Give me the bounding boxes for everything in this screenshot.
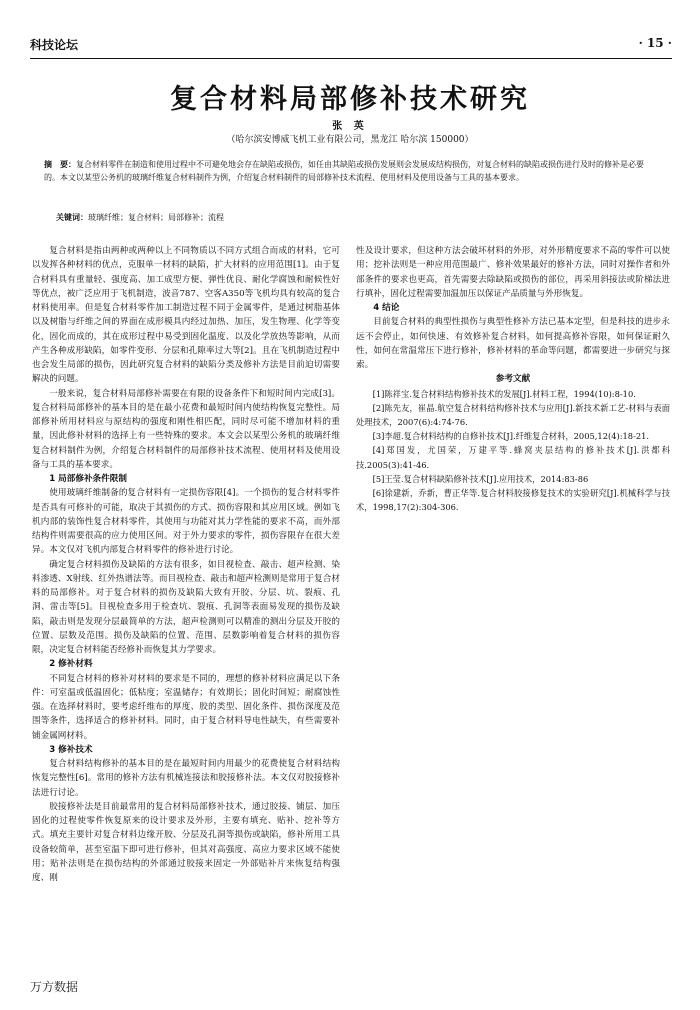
- paper-title: 复合材料局部修补技术研究: [170, 84, 530, 115]
- paragraph: 胶接修补法是目前最常用的复合材料局部修补技术，通过胶接、铺层、加压固化的过程使零件恢复原来的设计要求及外形，主要有填充、贴补、挖补等方式。填充主要针对复合材料边缘开胶、分层及孔洞等损伤或缺陷，修补所用工具设备较简单，甚至室温下即可进行修补，但其对高强度、高应力要求区域不能使用；贴补法则是在损伤结构的外部通过胶接来固定一外部贴补片来恢复结构强度、刚: [32, 801, 340, 883]
- paragraph: 目前复合材料的典型性损伤与典型性修补方法已基本定型，但是科技的进步永远不会停止，如何快速、有效修补复合材料，如何提高修补容限，如何保证耐久性，如何在常温常压下进行修补，修补材料的革命等问题，都需要进一步研究与探索。: [356, 317, 670, 370]
- paragraph: 使用玻璃纤维制备的复合材料有一定损伤容限[4]。一个损伤的复合材料零件是否具有可修补的可能，取决于其损伤的方式、损伤容限和其应用区域。例如飞机内部的装饰性复合材料零件，其使用与功能对其力学性能的要求不高，而外部结构件则需要很高的应力使用区间。对于外力要求的零件，损伤容限存在很大差异。本文仅对飞机内部复合材料零件的修补进行讨论。: [32, 488, 340, 556]
- header-rule: [30, 58, 672, 59]
- reference-item: [4]郑国发，尤国荣，万建平等.蜂窝夹层结构的修补技术[J].洪都科技.2005(3):41-46.: [356, 445, 670, 470]
- paragraph: 复合材料是指由两种或两种以上不同物质以不同方式组合而成的材料，它可以发挥各种材料的优点，克服单一材料的缺陷，扩大材料的应用范围[1]。由于复合材料具有重量轻、强度高、加工成型方便、弹性优良、耐化学腐蚀和耐候性好等优点，被广泛应用于飞机制造，波音787、空客A350等飞机均具有较高的复合材料使用率。但是复合材料零件加工制造过程不同于金属零件，是通过树脂基体以及树脂与纤维之间的界面在成形模具内经过加热、加压，发生物理、化学等变化，固化而成的，其在成形过程中易受到固化温度、以及化学放热等影响，从而产生各种成形缺陷，如零件变形、分层和孔隙率过大等[2]。且在飞机制造过程中也会发生局部的损伤，因此研究复合材料的缺陷分类及修补方法是目前迫切需要解决的问题。: [32, 246, 340, 385]
- footer-source: 万方数据: [30, 980, 79, 994]
- paragraph: 复合材料结构修补的基本目的是在最短时间内用最少的花费使复合材料结构恢复完整性[6]。常用的修补方法有机械连接法和胶接修补法。本文仅对胶接修补法进行讨论。: [32, 759, 340, 798]
- reference-item: [1]陈祥宝.复合材料结构修补技术的发展[J].材料工程，1994(10):8-10.: [372, 388, 636, 399]
- keywords: [56, 212, 658, 223]
- section-heading: 1 局部修补条件限制: [49, 474, 127, 484]
- page-header: [30, 36, 672, 56]
- reference-item: [2]陈先友，崔晶.航空复合材料结构修补技术与应用[J].新技术新工艺-材料与表面处理技术，2007(6):4:74-76.: [356, 402, 670, 427]
- keywords-label: 关键词：: [56, 213, 88, 222]
- author: 张 英: [332, 121, 368, 132]
- reference-item: [6]徐建新，乔新，曹正华等.复合材料胶接修复技术的实验研究[J].机械科学与技术，1998,17(2):304-306.: [356, 487, 670, 513]
- abstract-text: 复合材料零件在制造和使用过程中不可避免地会存在缺陷或损伤，如任由其缺陷或损伤发展则会发展成结构损伤，对复合材料的缺陷或损伤进行及时的修补是必要的。本文以某型公务机的玻璃纤维复合材料制件为例，介绍复合材料制件的局部修补技术流程、使用材料及使用设备与工具的基本要求。: [44, 160, 644, 182]
- references-heading: 参考文献: [495, 374, 531, 385]
- abstract-label: 摘 要：: [44, 160, 76, 169]
- paragraph: 不同复合材料的修补对材料的要求是不同的，理想的修补材料应满足以下条件：可室温或低温固化；低粘度；室温储存；有效期长；固化时间短；耐腐蚀性强。在选择材料时，要考虑纤维布的厚度、胶的类型、固化条件、损伤深度及范围等条件，选择适合的修补材料。同时，由于复合材料导电性缺失，有些需要补铺金属网材料。: [32, 673, 340, 741]
- paragraph: 一般来说，复合材料局部修补需要在有限的设备条件下和短时间内完成[3]。复合材料局部修补的基本目的是在最小花费和最短时间内使结构恢复完整性。局部修补所用材料应与原结构的强度和刚性相匹配，同时尽可能不增加材料的重量，因此修补材料的选择上有一些特殊的要求。本文会以某型公务机的玻璃纤维复合材料制件为例，介绍复合材料制件的局部修补技术流程、使用材料及使用设备与工具的基本要求。: [32, 388, 340, 470]
- journal-name: 科技论坛: [30, 38, 79, 52]
- section-heading: 3 修补技术: [49, 744, 93, 755]
- paragraph: 性及设计要求，但这种方法会破坏材料的外形，对外形精度要求不高的零件可以使用；挖补法则是一种应用范围最广、修补效果最好的修补方法，同时对操作者和外部条件的要求也更高，首先需要去除缺陷或损伤的部位，再采用斜接法或阶梯法进行填补，固化过程需要加温加压以保证产品质量与外形恢复。: [356, 246, 670, 299]
- section-heading: 2 修补材料: [49, 659, 93, 670]
- page-number: · 15 ·: [638, 36, 672, 50]
- affiliation: （哈尔滨安博威飞机工业有限公司，黑龙江 哈尔滨 150000）: [226, 135, 474, 145]
- body-right-column: [356, 244, 670, 574]
- reference-item: [5]王莹.复合材料缺陷修补技术[J].应用技术，2014:83-86: [372, 473, 589, 484]
- keywords-text: 玻璃纤维；复合材料；局部修补；流程: [88, 213, 224, 222]
- body-left-column: [32, 244, 340, 959]
- abstract: [44, 158, 658, 184]
- section-heading: 4 结论: [373, 303, 400, 313]
- paragraph: 确定复合材料损伤及缺陷的方法有很多，如目视检查、敲击、超声检测、染料渗透、X射线、红外热谱法等。而目视检查、敲击和超声检测则是常用于复合材料的局部修补。对于复合材料的损伤及缺陷大致有开胶、分层、坑、裂痕、孔洞、雷击等[5]。目视检查多用于检查坑、裂痕、孔洞等表面易发现的损伤及缺陷，敲击则是发现分层最简单的方法，超声检测则可以精准的测出分层及开胶的位置、层数及范围。损伤及缺陷的位置、范围、层数影响着复合材料的损伤容限，决定复合材料能否经修补而恢复其力学要求。: [32, 559, 340, 655]
- reference-item: [3]李超.复合材料结构的自修补技术[J].纤维复合材料，2005,12(4):18-21.: [372, 431, 650, 442]
